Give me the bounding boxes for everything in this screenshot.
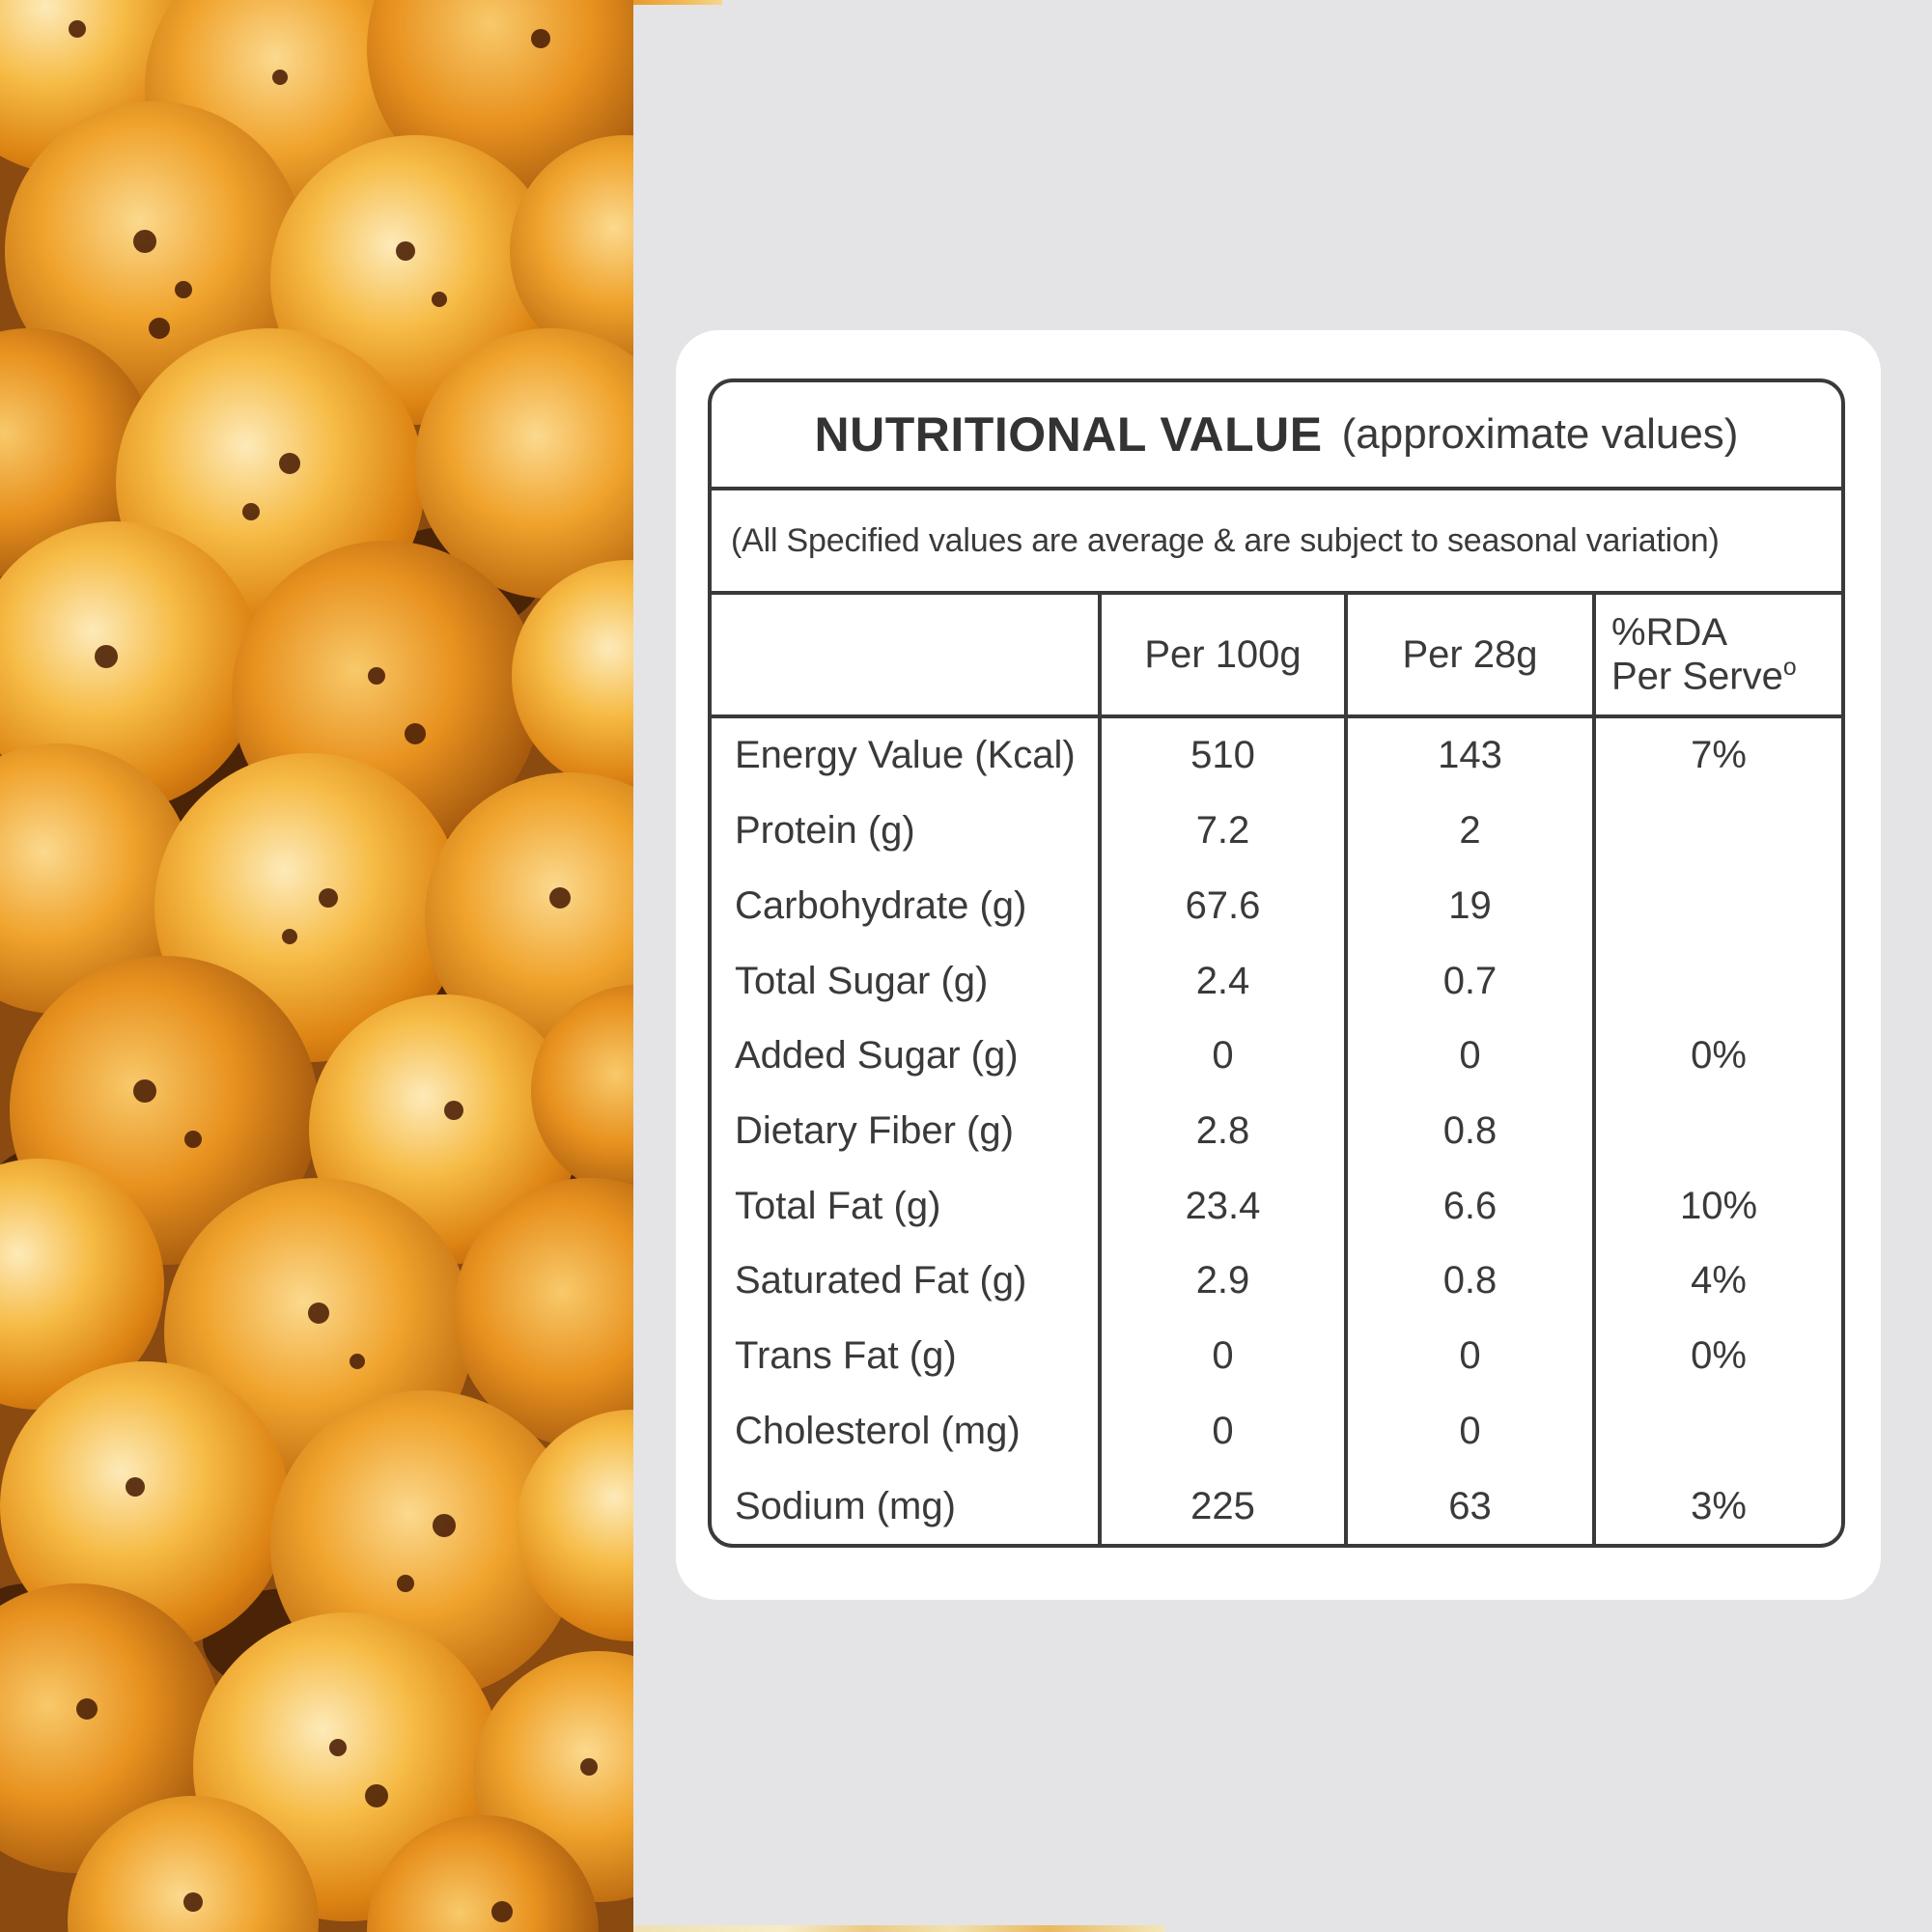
row-label: Total Sugar (g) [735, 959, 989, 1002]
row-per28g: 0.7 [1344, 943, 1592, 1019]
table-title-note: (approximate values) [1341, 410, 1739, 458]
header-rda-per-serve [1592, 595, 1841, 718]
row-per100g: 0 [1098, 1019, 1344, 1094]
row-label: Protein (g) [735, 809, 915, 853]
table-title: NUTRITIONAL VALUE [814, 407, 1323, 462]
row-rda: 7% [1592, 718, 1841, 794]
row-per100g: 510 [1098, 718, 1344, 794]
table-title-row [712, 382, 1841, 490]
row-rda [1592, 794, 1841, 869]
row-label: Total Fat (g) [735, 1184, 941, 1227]
row-rda [1592, 1394, 1841, 1470]
row-per28g: 0 [1344, 1319, 1592, 1394]
header-per-28g: Per 28g [1344, 595, 1592, 718]
row-label: Energy Value (Kcal) [735, 734, 1076, 777]
row-per28g: 6.6 [1344, 1168, 1592, 1244]
row-rda [1592, 943, 1841, 1019]
row-per100g: 0 [1098, 1394, 1344, 1470]
row-rda: 4% [1592, 1244, 1841, 1319]
header-blank-cell [712, 595, 1098, 718]
row-label: Carbohydrate (g) [735, 883, 1027, 927]
header-rda-line1: %RDA [1611, 611, 1728, 655]
row-label: Saturated Fat (g) [735, 1259, 1027, 1302]
row-rda: 0% [1592, 1319, 1841, 1394]
row-per28g: 0.8 [1344, 1094, 1592, 1169]
row-per100g: 7.2 [1098, 794, 1344, 869]
row-per100g: 2.4 [1098, 943, 1344, 1019]
row-per100g: 2.8 [1098, 1094, 1344, 1169]
row-rda [1592, 868, 1841, 943]
row-rda [1592, 1094, 1841, 1169]
row-label: Trans Fat (g) [735, 1334, 957, 1378]
row-per100g: 2.9 [1098, 1244, 1344, 1319]
row-label: Sodium (mg) [735, 1484, 956, 1527]
nutrition-card [676, 330, 1881, 1600]
row-per28g: 0 [1344, 1394, 1592, 1470]
row-per100g: 225 [1098, 1469, 1344, 1544]
row-per100g: 0 [1098, 1319, 1344, 1394]
nutrition-grid [712, 595, 1841, 1544]
row-per100g: 23.4 [1098, 1168, 1344, 1244]
photo-top-sliver [633, 0, 722, 5]
row-per28g: 19 [1344, 868, 1592, 943]
nutrition-table [708, 378, 1845, 1548]
row-per28g: 63 [1344, 1469, 1592, 1544]
table-disclaimer: (All Specified values are average & are subject to seasonal variation) [712, 490, 1841, 595]
header-per-100g: Per 100g [1098, 595, 1344, 718]
row-per100g: 67.6 [1098, 868, 1344, 943]
header-rda-line2: Per Serve$^o$ [1611, 654, 1797, 698]
row-per28g: 0.8 [1344, 1244, 1592, 1319]
row-label: Cholesterol (mg) [735, 1409, 1021, 1452]
row-per28g: 143 [1344, 718, 1592, 794]
row-rda: 10% [1592, 1168, 1841, 1244]
row-rda: 3% [1592, 1469, 1841, 1544]
row-per28g: 0 [1344, 1019, 1592, 1094]
row-label: Added Sugar (g) [735, 1034, 1019, 1078]
row-label: Dietary Fiber (g) [735, 1108, 1014, 1152]
row-rda: 0% [1592, 1019, 1841, 1094]
row-per28g: 2 [1344, 794, 1592, 869]
photo-bottom-sliver [633, 1925, 1164, 1932]
product-photo-makhana [0, 0, 633, 1932]
